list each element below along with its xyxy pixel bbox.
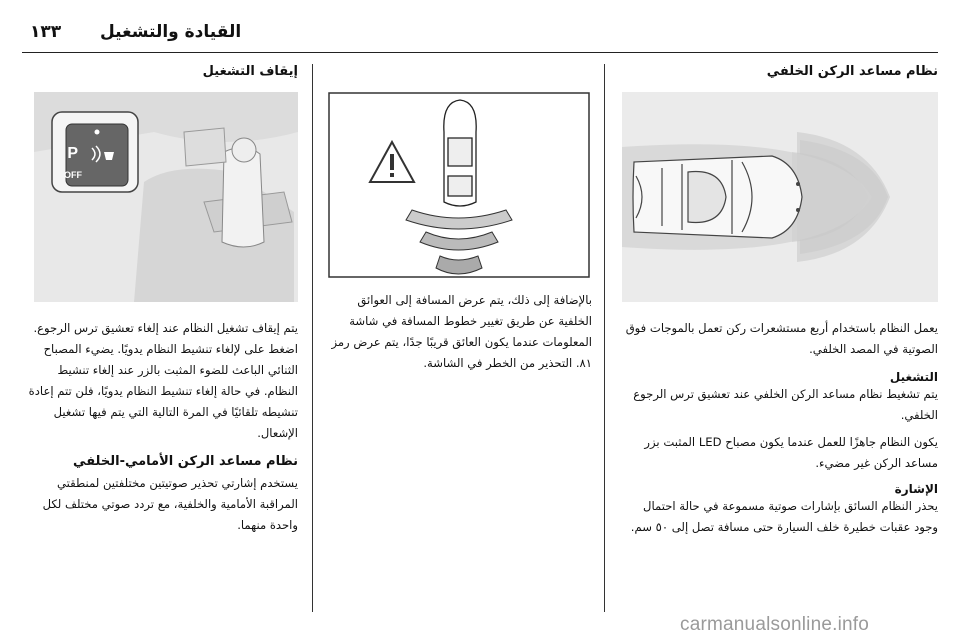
watermark: carmanualsonline.info bbox=[680, 614, 870, 635]
interior-button-figure bbox=[34, 92, 298, 302]
deactivation-heading: إيقاف التشغيل bbox=[202, 64, 298, 79]
rear-parking-intro: يعمل النظام باستخدام أربع مستشعرات ركن تعمل بالموجات فوق الصوتية في المصد الخلفي. bbox=[625, 321, 938, 356]
page-number: ١٣٣ bbox=[30, 22, 62, 42]
deactivation-text: يتم إيقاف تشغيل النظام عند إلغاء تعشيق ترس الرجوع. اضغط على لإلغاء تنشيط النظام يدويًا. يضيء المصباح الثنائي الباعث للضوء المثبت بالزر عند إلغاء تنشيط النظام. في حالة إلغاء تنشيط النظام يدويًا، فلن تتم إعادة تنشيطه تلقائيًا في المرة التالية التي يتم فيها تشغيل الإشعال. bbox=[28, 321, 298, 440]
left-column bbox=[28, 64, 298, 79]
middle-text: بالإضافة إلى ذلك، يتم عرض المسافة إلى العوائق الخلفية عن طريق تغيير خطوط المسافة في شاشة المعلومات عندما يكون العائق قريبًا جدًا، يتم عرض رمز ٨١. التحذير من الخطر في الشاشة. bbox=[331, 293, 592, 370]
front-rear-heading: نظام مساعد الركن الأمامي-الخلفي bbox=[73, 454, 298, 469]
middle-column-body bbox=[326, 290, 592, 374]
signals-text: يحذر النظام السائق بإشارات صوتية مسموعة في حالة احتمال وجود عقبات خطيرة خلف السيارة حتى مسافة تصل إلى ٥٠ سم. bbox=[630, 499, 938, 534]
right-column-body bbox=[620, 318, 938, 538]
left-column-body bbox=[28, 318, 298, 536]
signals-title: الإشارة bbox=[894, 482, 938, 496]
parking-assist-button bbox=[52, 112, 138, 192]
rear-parking-heading: نظام مساعد الركن الخلفي bbox=[766, 64, 938, 79]
front-rear-text: يستخدم إشارتي تحذير صوتيتين مختلفتين لمنطقتي المراقبة الأمامية والخلفية، مع تردد صوتي مختلف لكل واحدة منهما. bbox=[42, 476, 298, 532]
display-screen-figure bbox=[328, 92, 590, 278]
section-title: القيادة والتشغيل bbox=[100, 22, 242, 42]
right-column bbox=[620, 64, 938, 79]
rear-sensor-car-figure bbox=[622, 92, 938, 302]
led-text: يكون النظام جاهزًا للعمل عندما يكون مصباح LED المثبت بزر مساعد الركن غير مضيء. bbox=[644, 435, 938, 470]
column-divider-left bbox=[312, 64, 313, 612]
operation-text: يتم تشغيط نظام مساعد الركن الخلفي عند تعشيق ترس الرجوع الخلفي. bbox=[633, 387, 938, 422]
column-divider-right bbox=[604, 64, 605, 612]
operation-title: التشغيل bbox=[889, 370, 938, 384]
parking-p-icon: P bbox=[67, 145, 78, 162]
off-label: OFF bbox=[64, 170, 82, 180]
header-rule bbox=[22, 52, 938, 53]
page-header bbox=[0, 0, 960, 46]
